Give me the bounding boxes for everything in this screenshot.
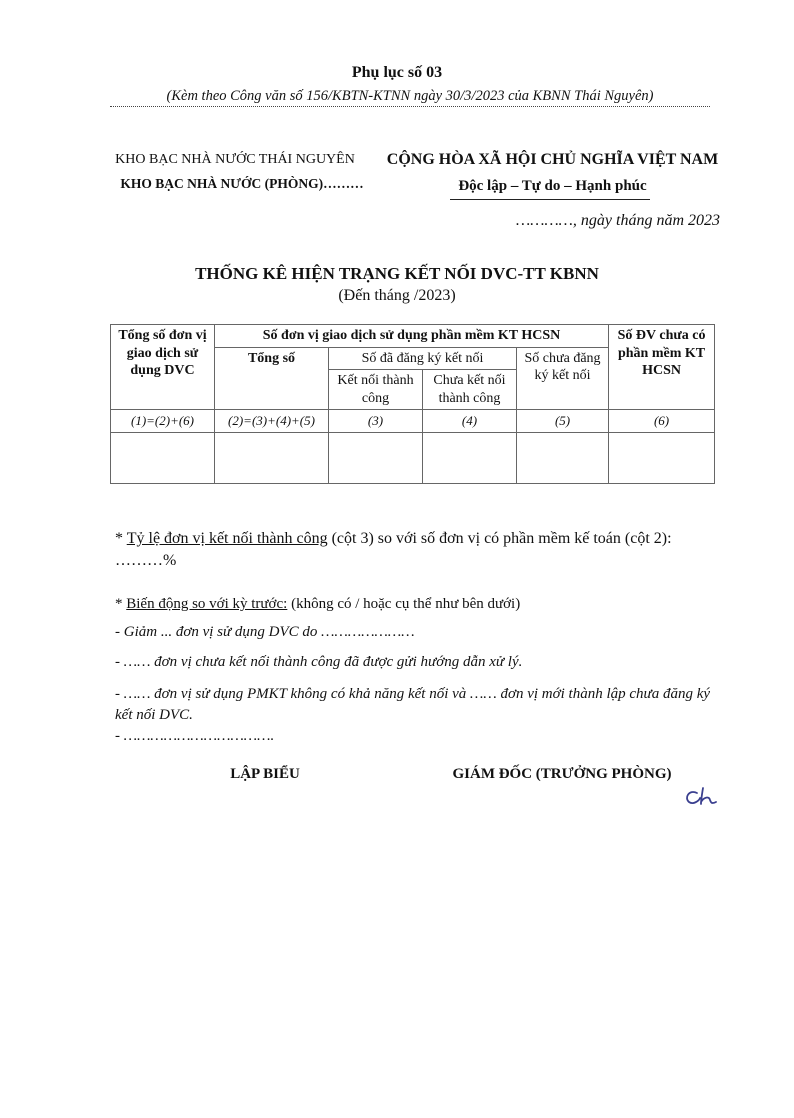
ref-cell: (6) [609,410,715,433]
header-not-connected: Chưa kết nối thành công [423,370,517,410]
ref-cell: (1)=(2)+(6) [111,410,215,433]
table-ref-row [111,410,715,433]
agency-unit: KHO BẠC NHÀ NƯỚC (PHÒNG)……… [120,176,364,191]
note-changes [115,594,715,615]
header-total-units: Tổng số đơn vị giao dịch sử dụng DVC [111,325,215,410]
note-change-label: Biến động so với kỳ trước: [126,596,288,612]
national-motto: Độc lập – Tự do – Hạnh phúc [458,178,647,194]
ref-cell: (2)=(3)+(4)+(5) [215,410,329,433]
report-period: (Đến tháng /2023) [338,287,456,304]
list-item: - …… đơn vị sử dụng PMKT không có khả năng kết nối và …… đơn vị mới thành lập chưa đăng ký kết nối DVC. [115,686,711,723]
data-cell[interactable] [609,433,715,484]
list-item: - ……………………………. [115,728,275,744]
header-not-registered: Số chưa đăng ký kết nối [517,347,609,410]
ref-cell: (5) [517,410,609,433]
note-rate-text: (cột 3) so với số đơn vị có phần mềm kế toán (cột 2): ………% [115,530,672,570]
signature-preparer: LẬP BIỂU [230,766,300,782]
table-data-row [111,433,715,484]
data-cell[interactable] [215,433,329,484]
note-success-rate [115,528,715,573]
agency-parent: KHO BẠC NHÀ NƯỚC THÁI NGUYÊN [115,152,355,167]
note-bullet: * [115,530,127,547]
subtitle-rule [110,106,710,107]
ref-cell: (4) [423,410,517,433]
stats-table [110,324,715,484]
header-total: Tổng số [215,347,329,410]
appendix-title: Phụ lục số 03 [351,64,443,81]
motto-underline [450,199,650,200]
header-registered-group: Số đã đăng ký kết nối [329,347,517,370]
nation-heading: CỘNG HÒA XÃ HỘI CHỦ NGHĨA VIỆT NAM [386,151,719,168]
data-cell[interactable] [423,433,517,484]
handwritten-initials-icon [683,786,723,808]
data-cell[interactable] [111,433,215,484]
appendix-subtitle: (Kèm theo Công văn số 156/KBTN-KTNN ngày 30/3/2023 của KBNN Thái Nguyên) [166,88,654,104]
date-line: …………, ngày tháng năm 2023 [515,212,720,229]
list-item: - Giảm ... đơn vị sử dụng DVC do ………………… [115,624,415,640]
data-cell[interactable] [329,433,423,484]
list-item: - …… đơn vị chưa kết nối thành công đã được gửi hướng dẫn xử lý. [115,654,523,670]
ref-cell: (3) [329,410,423,433]
note-bullet: * [115,596,127,612]
header-connected: Kết nối thành công [329,370,423,410]
header-software-group: Số đơn vị giao dịch sử dụng phần mềm KT HCSN [215,325,609,348]
table-header-row [111,325,715,348]
report-title: THỐNG KÊ HIỆN TRẠNG KẾT NỐI DVC-TT KBNN [195,264,599,283]
note-rate-label: Tỷ lệ đơn vị kết nối thành công [126,530,328,547]
signature-director: GIÁM ĐỐC (TRƯỞNG PHÒNG) [452,766,672,782]
data-cell[interactable] [517,433,609,484]
header-no-software: Số ĐV chưa có phần mềm KT HCSN [609,325,715,410]
note-change-text: (không có / hoặc cụ thể như bên dưới) [287,596,521,612]
